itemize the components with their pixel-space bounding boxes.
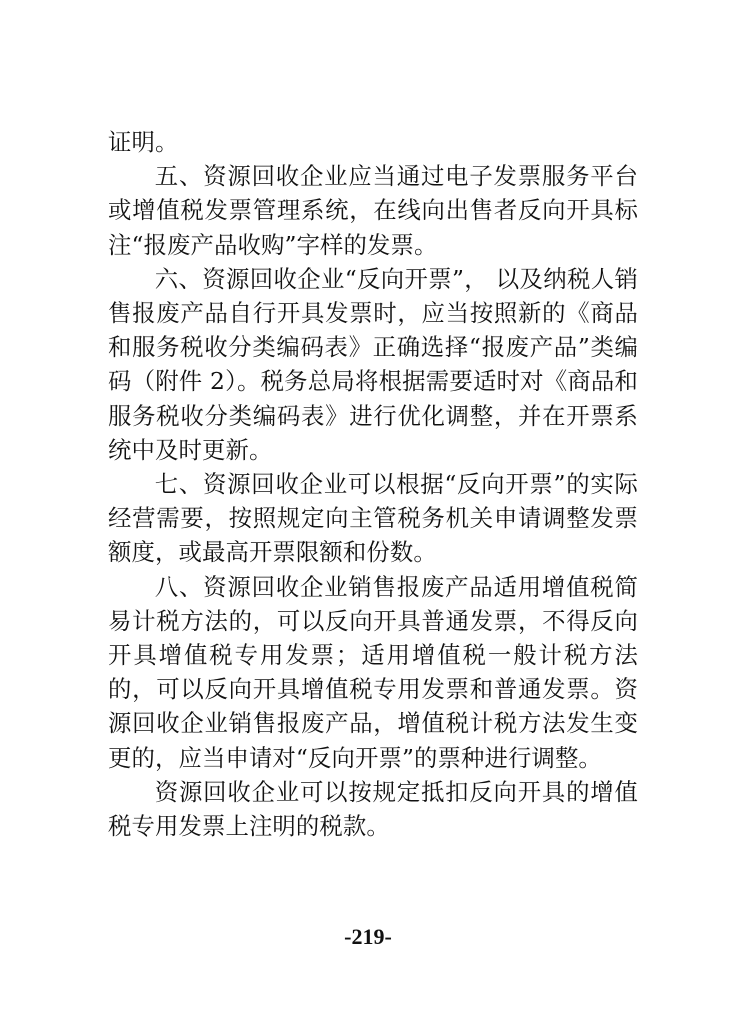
paragraph-item-8: 八、资源回收企业销售报废产品适用增值税简易计税方法的，可以反向开具普通发票，不得反向开具增值税专用发票；适用增值税一般计税方法的，可以反向开具增值税专用发票和普通发票。资源回收企业销售报废产品，增值税计税方法发生变更的，应当申请对“反向开票”的票种进行调整。 xyxy=(108,572,638,772)
page-number: -219- xyxy=(344,924,392,949)
paragraph-item-7: 七、资源回收企业可以根据“反向开票”的实际经营需要，按照规定向主管税务机关申请调整发票额度，或最高开票限额和份数。 xyxy=(108,470,638,567)
document-body xyxy=(108,125,638,843)
paragraph-deduction-note: 资源回收企业可以按规定抵扣反向开具的增值税专用发票上注明的税款。 xyxy=(108,777,638,841)
paragraph-continuation: 证明。 xyxy=(108,128,179,156)
paragraph-item-6: 六、资源回收企业“反向开票”， 以及纳税人销售报废产品自行开具发票时，应当按照新的《商品和服务税收分类编码表》正确选择“报废产品”类编码（附件 2）。税务总局将根据需要适时对《商品和服务税收分类编码表》进行优化调整，并在开票系统中及时更新。 xyxy=(108,264,638,464)
paragraph-item-5: 五、资源回收企业应当通过电子发票服务平台或增值税发票管理系统，在线向出售者反向开具标注“报废产品收购”字样的发票。 xyxy=(108,162,638,259)
